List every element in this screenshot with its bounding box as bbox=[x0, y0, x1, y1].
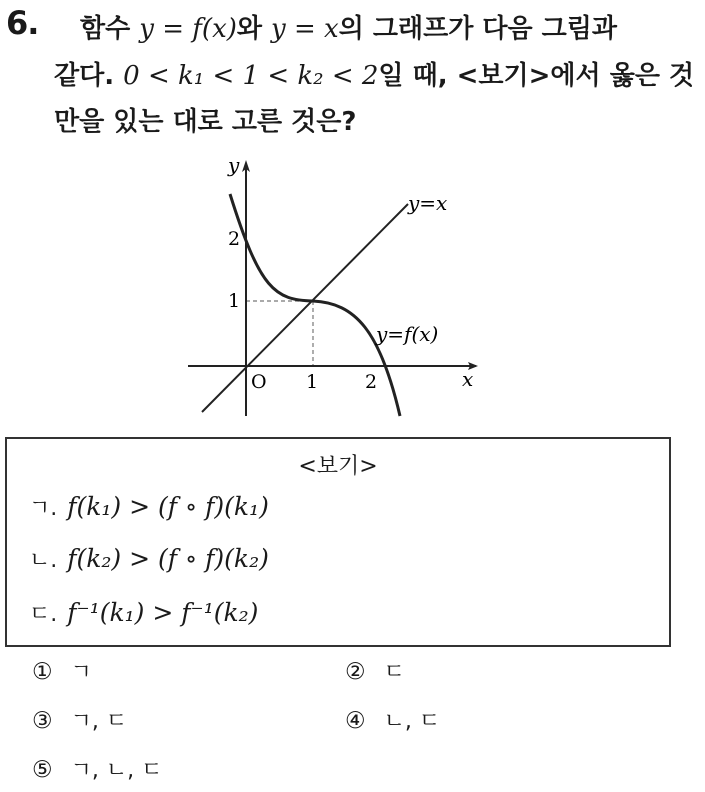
question-text: 만을 있는 대로 고른 것은? bbox=[54, 107, 357, 137]
choice-number: ③ bbox=[32, 708, 53, 734]
choice-number: ① bbox=[32, 659, 53, 685]
function-graph bbox=[180, 150, 500, 420]
choice-4[interactable] bbox=[345, 704, 440, 735]
question-number: 6. bbox=[6, 4, 39, 42]
bogi-item-label: ㄱ. bbox=[29, 496, 58, 521]
x-tick-2: 2 bbox=[365, 371, 378, 393]
inequality-condition: 0 < k₁ < 1 < k₂ < 2 bbox=[123, 61, 379, 91]
bogi-item bbox=[29, 543, 269, 574]
function-equation: y = f(x) bbox=[139, 14, 237, 44]
question-text: 함수 bbox=[80, 14, 140, 44]
bogi-item bbox=[29, 491, 269, 522]
question-text: 같다. bbox=[54, 61, 124, 91]
question-text: 의 그래프가 다음 그림과 bbox=[338, 14, 618, 44]
origin-label: O bbox=[251, 371, 267, 393]
curve-label: y=f(x) bbox=[376, 322, 439, 346]
choice-text: ㄱ, ㄴ, ㄷ bbox=[70, 758, 163, 783]
question-text: 와 bbox=[236, 14, 272, 44]
choice-number: ② bbox=[345, 659, 366, 685]
choice-number: ⑤ bbox=[32, 757, 53, 783]
choice-5[interactable] bbox=[32, 753, 162, 784]
choice-text: ㄴ, ㄷ bbox=[383, 709, 441, 734]
bogi-item-label: ㄴ. bbox=[29, 548, 58, 573]
y-tick-2: 2 bbox=[228, 228, 241, 250]
bogi-box bbox=[5, 437, 671, 647]
bogi-title: <보기> bbox=[298, 454, 378, 479]
y-tick-1: 1 bbox=[228, 290, 241, 312]
choice-1[interactable] bbox=[32, 655, 92, 686]
choice-text: ㄱ bbox=[70, 660, 92, 685]
y-axis-label: y bbox=[228, 153, 240, 177]
bogi-item-expr: f(k₁) > (f ∘ f)(k₁) bbox=[67, 492, 269, 521]
line-label: y=x bbox=[408, 191, 448, 215]
bogi-item-expr: f(k₂) > (f ∘ f)(k₂) bbox=[67, 544, 269, 573]
x-axis-label: x bbox=[462, 367, 474, 391]
bogi-item-label: ㄷ. bbox=[29, 602, 58, 627]
choice-number: ④ bbox=[345, 708, 366, 734]
question-line-2 bbox=[54, 55, 694, 92]
question-text: 일 때, <보기>에서 옳은 것 bbox=[378, 61, 695, 91]
bogi-item bbox=[29, 597, 258, 628]
x-tick-1: 1 bbox=[306, 371, 319, 393]
bogi-item-expr: f⁻¹(k₁) > f⁻¹(k₂) bbox=[67, 598, 259, 627]
choice-2[interactable] bbox=[345, 655, 405, 686]
choice-3[interactable] bbox=[32, 704, 127, 735]
question-line-3 bbox=[54, 101, 356, 138]
line-equation: y = x bbox=[271, 14, 339, 44]
choice-text: ㄱ, ㄷ bbox=[70, 709, 128, 734]
choice-text: ㄷ bbox=[383, 660, 405, 685]
question-line-1 bbox=[80, 8, 617, 45]
